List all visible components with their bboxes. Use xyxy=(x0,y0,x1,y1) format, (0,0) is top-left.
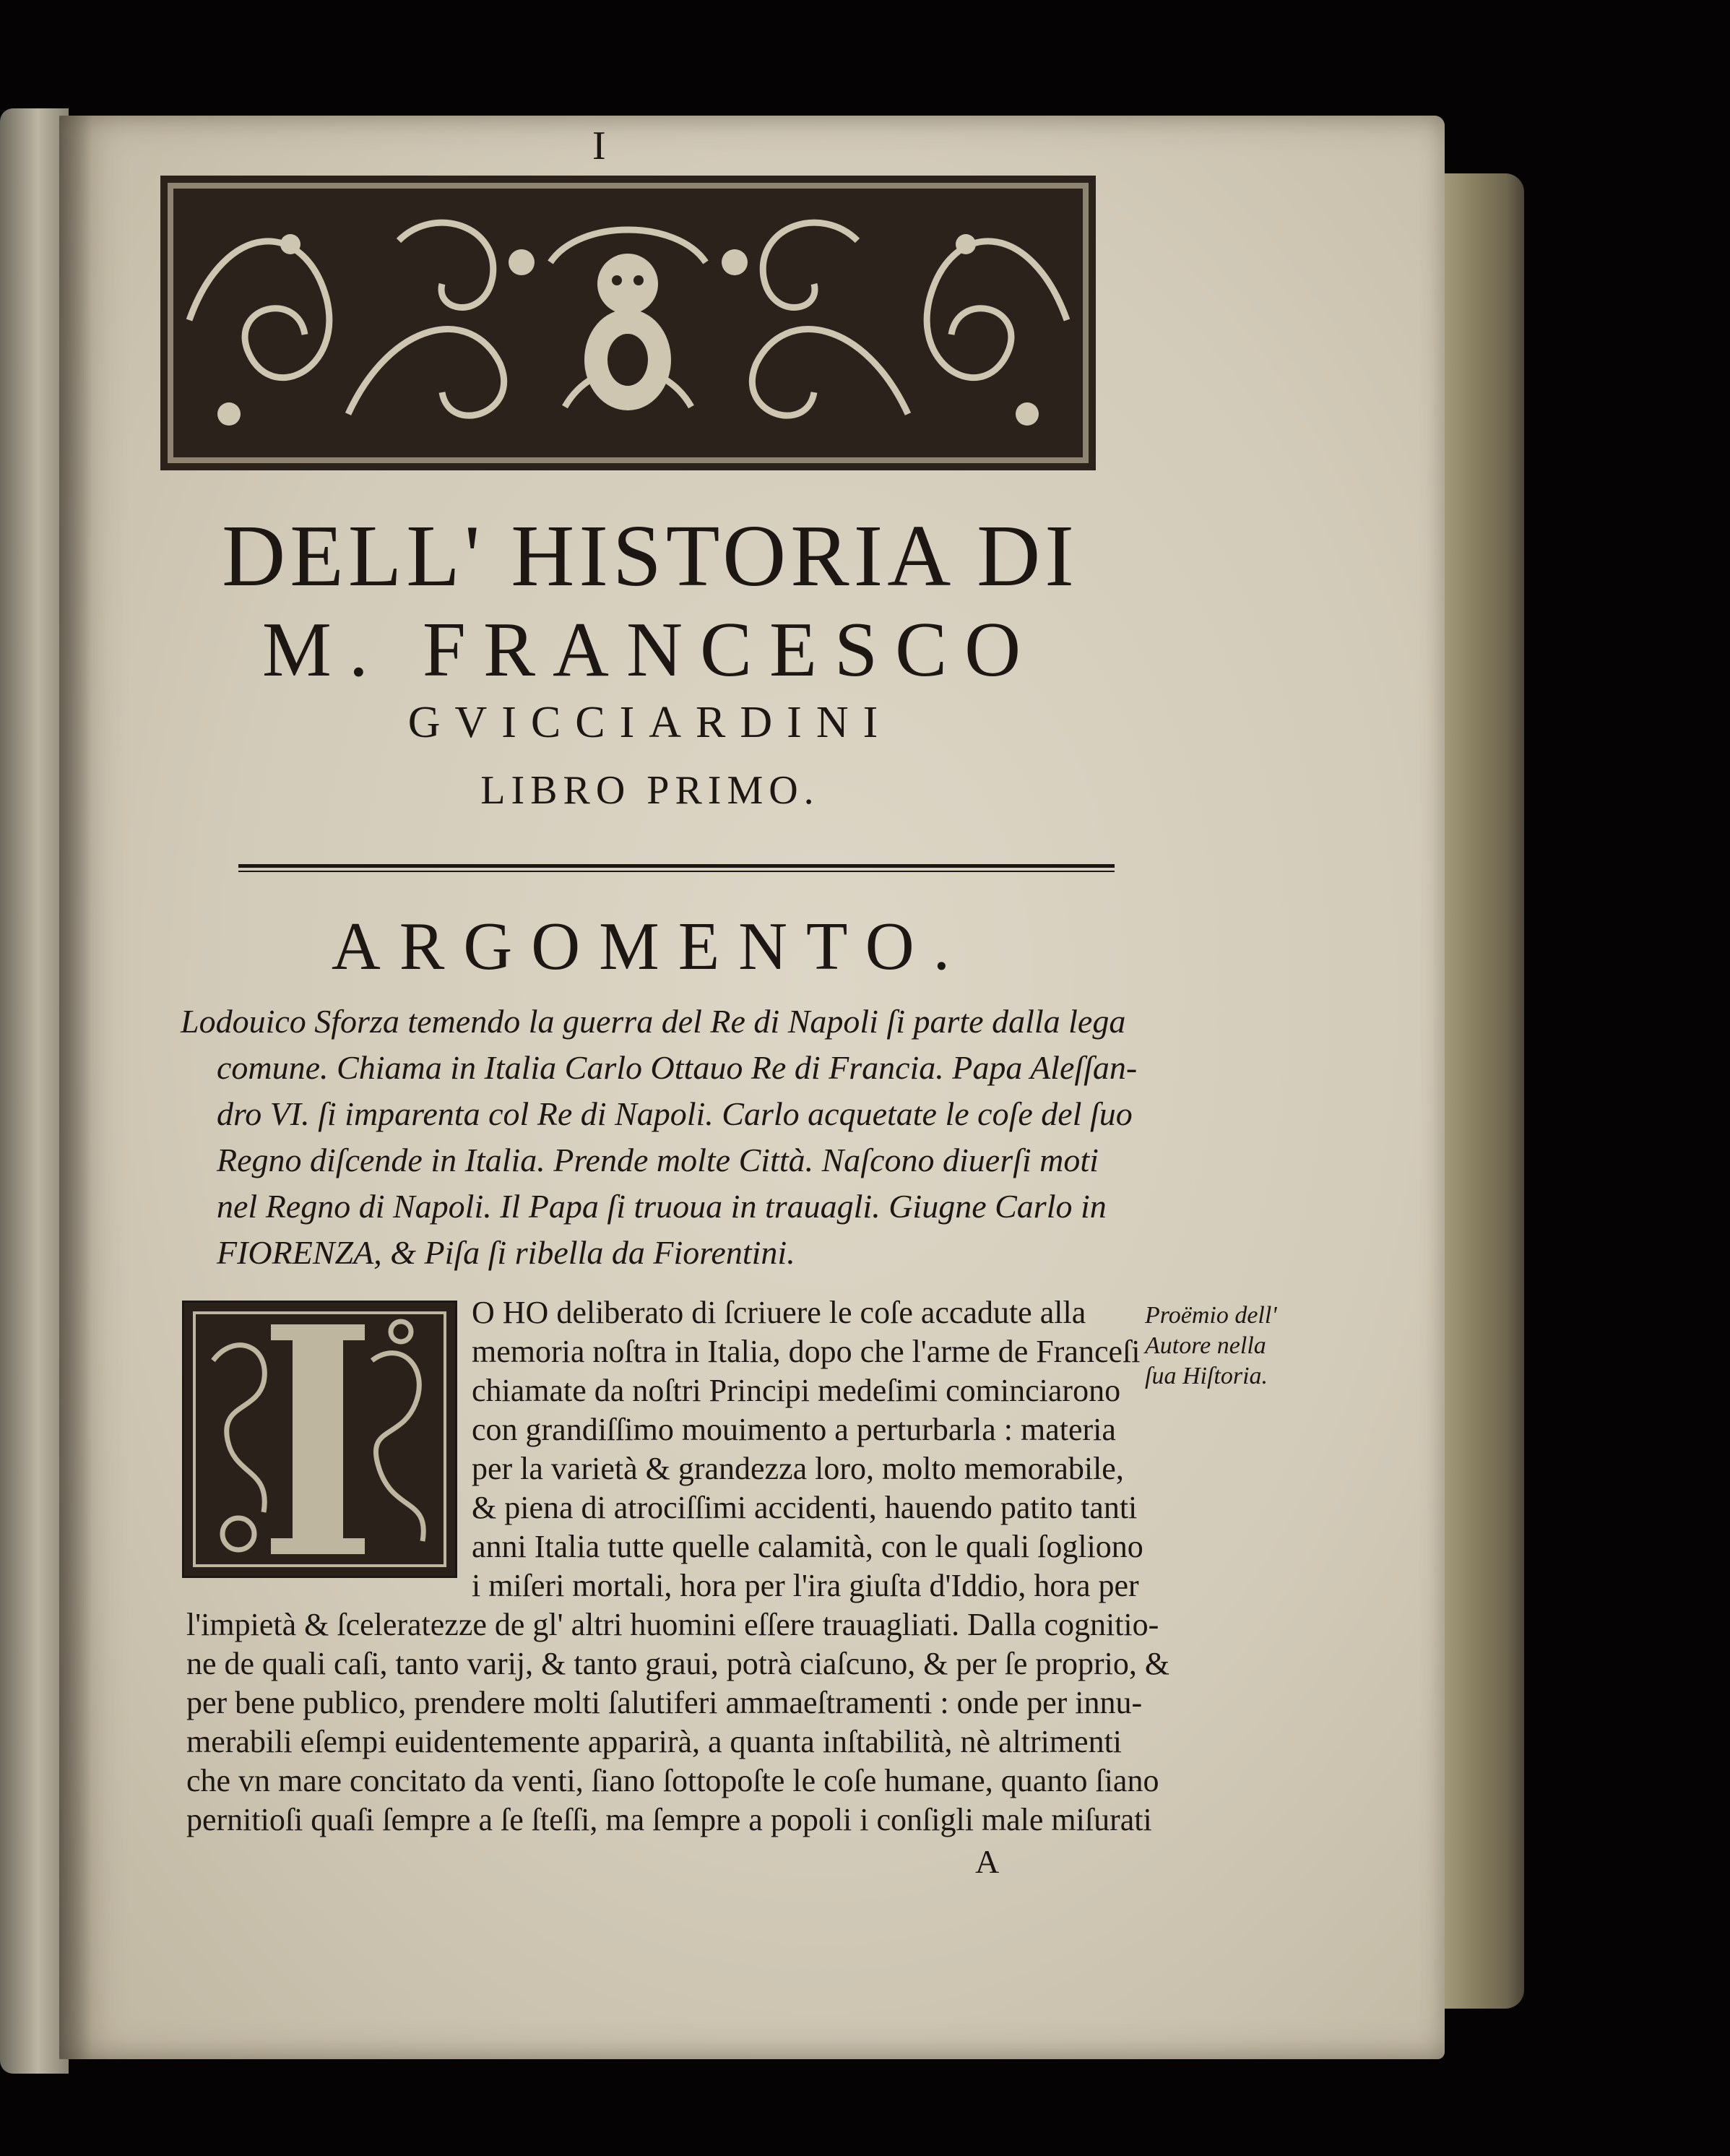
body-line: anni Italia tutte quelle calamità, con le quali ſogliono xyxy=(472,1529,1143,1564)
divider-rule xyxy=(238,864,1115,868)
argomento-line: Regno diſcende in Italia. Prende molte Città. Naſcono diuerſi moti xyxy=(217,1142,1099,1178)
body-line: pernitioſi quaſi ſempre a ſe ſteſſi, ma ſempre a popoli i conſigli male miſurati xyxy=(186,1802,1152,1837)
body-line: i miſeri mortali, hora per l'ira giuſta d'Iddio, hora per xyxy=(472,1568,1139,1603)
argomento-line: FIORENZA, & Piſa ſi ribella da Fiorentini. xyxy=(217,1234,795,1271)
marginal-note-line: Autore nella xyxy=(1145,1332,1266,1359)
page-fold-shadow xyxy=(59,116,92,2059)
argomento-summary xyxy=(181,999,1138,1276)
argomento-heading: ARGOMENTO. xyxy=(331,909,969,984)
argomento-line: nel Regno di Napoli. Il Papa ſi truoua in trauagli. Giugne Carlo in xyxy=(217,1188,1107,1225)
body-line: memoria noſtra in Italia, dopo che l'arme de Franceſi xyxy=(472,1334,1141,1369)
ornamental-headpiece xyxy=(160,176,1096,470)
signature-mark: A xyxy=(975,1843,1000,1880)
marginal-note xyxy=(1145,1301,1297,1392)
body-line: chiamate da noſtri Principi medeſimi cominciarono xyxy=(472,1373,1121,1408)
marginal-note-line: ſua Hiſtoria. xyxy=(1145,1363,1268,1389)
body-text xyxy=(186,1293,1170,1840)
title-line-4: LIBRO PRIMO. xyxy=(480,768,820,813)
divider-rule-thin xyxy=(238,871,1115,872)
body-line: che vn mare concitato da venti, ſiano ſottopoſte le coſe humane, quanto ſiano xyxy=(186,1763,1159,1798)
title-line-1: DELL' HISTORIA DI xyxy=(222,507,1078,605)
argomento-line: Lodouico Sforza temendo la guerra del Re di Napoli ſi parte dalla lega xyxy=(181,1003,1126,1040)
body-line: per bene publico, prendere molti ſalutiferi ammaeſtramenti : onde per innu- xyxy=(186,1685,1143,1720)
page-number: I xyxy=(592,124,606,168)
title-line-3: GVICCIARDINI xyxy=(407,698,893,747)
body-line: ne de quali caſi, tanto varij, & tanto graui, potrà ciaſcuno, & per ſe proprio, & xyxy=(186,1646,1170,1681)
title-line-2: M. FRANCESCO xyxy=(261,607,1039,693)
body-line: l'impietà & ſceleratezze de gl' altri huomini eſſere trauagliati. Dalla cognitio- xyxy=(186,1607,1159,1642)
body-line: & piena di atrociſſimi accidenti, hauendo patito tanti xyxy=(472,1490,1138,1525)
marginal-note-line: Proëmio dell' xyxy=(1145,1302,1277,1329)
left-page-edge xyxy=(0,108,69,2074)
body-line: con grandiſſimo mouimento a perturbarla : materia xyxy=(472,1412,1116,1447)
argomento-line: comune. Chiama in Italia Carlo Ottauo Re di Francia. Papa Aleſſan- xyxy=(217,1049,1138,1086)
body-line: O HO deliberato di ſcriuere le coſe accadute alla xyxy=(472,1295,1086,1330)
body-line: per la varietà & grandezza loro, molto memorabile, xyxy=(472,1451,1124,1486)
book-edge xyxy=(1437,173,1524,2009)
argomento-line: dro VI. ſi imparenta col Re di Napoli. Carlo acquetate le coſe del ſuo xyxy=(217,1095,1133,1132)
body-line: merabili eſempi euidentemente apparirà, a quanta inſtabilità, nè altrimenti xyxy=(186,1724,1123,1759)
